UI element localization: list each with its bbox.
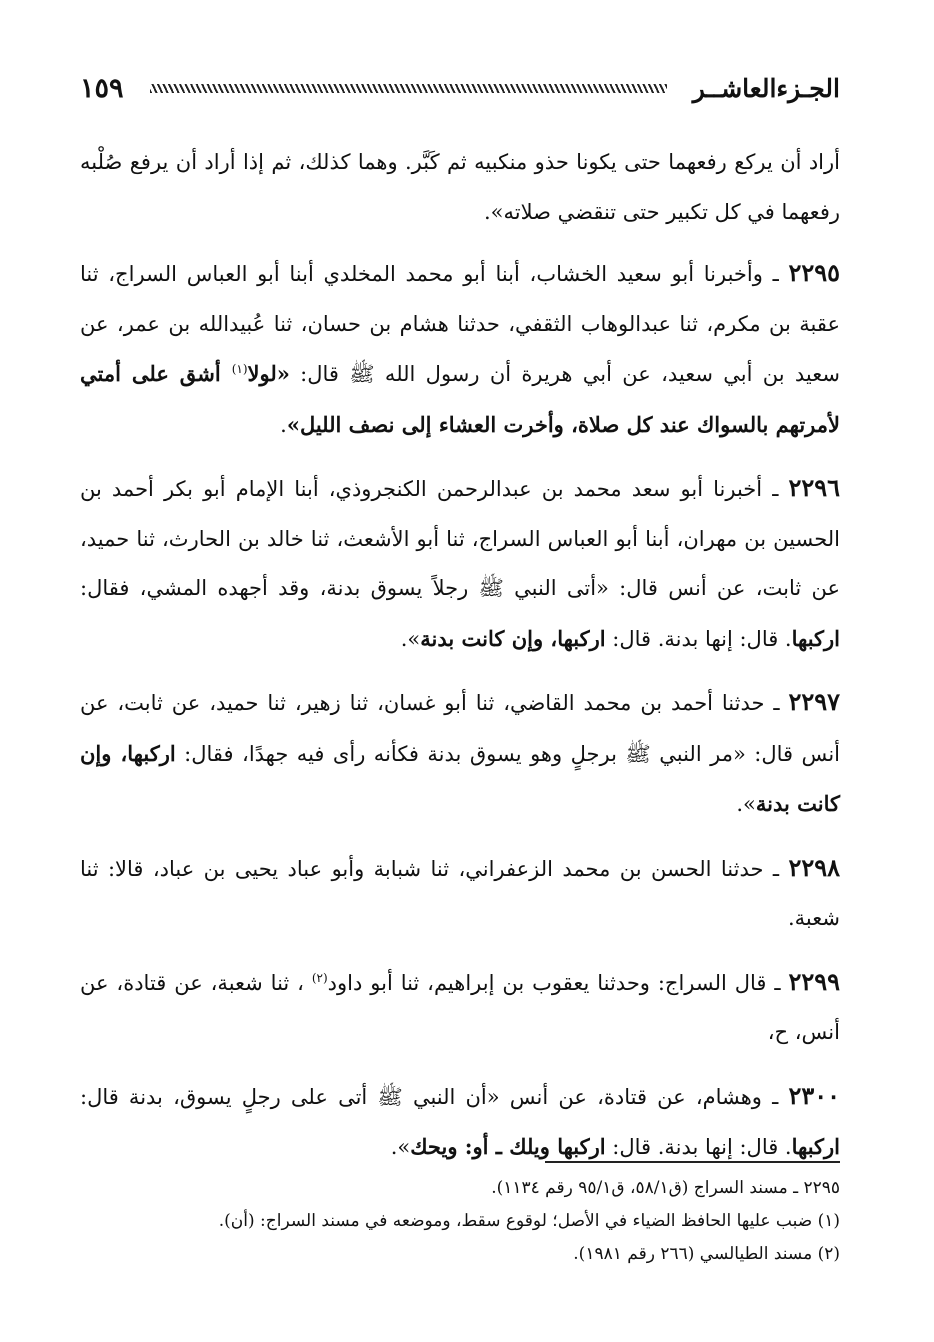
paragraph-text: ـ أخبرنا أبو سعد محمد بن عبدالرحمن الكنجروذي، أبنا الإمام أبو بكر أحمد بن الحسين بن مهران، أبنا أبو العباس السراج، ثنا أبو الأشعث، ثنا خالد بن الحارث، ثنا حميد، عن ثابت، عن أنس قال: «أتى النبي ﷺ رجلاً يسوق بدنة، وقد أجهده المشي، فقال:	[80, 477, 840, 600]
hadith-number: ٢٢٩٦	[788, 473, 840, 502]
hadith-bold-text: اركبها	[791, 1134, 840, 1159]
hadith-2300	[80, 1071, 840, 1173]
footnote-1: (١) ضبب عليها الحافظ الضياء في الأصل؛ لوقوع سقط، وموضعه في مسند السراج: (أن).	[218, 1211, 840, 1231]
paragraph-text: ـ حدثنا الحسن بن محمد الزعفراني، ثنا شبابة وأبو عباد يحيى بن عباد، قالا: ثنا شعبة.	[80, 856, 840, 930]
header-hatched-rule	[150, 84, 667, 93]
hadith-2298	[80, 843, 840, 944]
footnote-2: (٢) مسند الطيالسي (٢٦٦ رقم ١٩٨١).	[573, 1244, 840, 1264]
hadith-2299	[80, 957, 840, 1058]
paragraph-text: . قال: إنها بدنة. قال:	[605, 1135, 792, 1159]
paragraph-continuation	[80, 138, 840, 237]
paragraph-text: ـ حدثنا أحمد بن محمد القاضي، ثنا أبو غسان، ثنا زهير، ثنا حميد، عن ثابت، عن أنس قال: «مر النبي ﷺ برجلٍ وهو يسوق بدنة فكأنه رأى فيه جهدًا، فقال:	[80, 691, 841, 766]
hadith-bold-text: اركبها	[791, 625, 840, 651]
hadith-number: ٢٢٩٧	[788, 687, 840, 716]
hadith-bold-text: اركبها ويلك ـ أو: ويحك	[410, 1134, 606, 1159]
page-header	[80, 66, 840, 110]
hadith-bold-text: أشق على أمتي لأمرتهم بالسواك عند كل صلاة، وأخرت العشاء إلى نصف الليل»	[80, 361, 840, 437]
hadith-bold-text: اركبها، وإن كانت بدنة	[80, 740, 840, 816]
paragraph-text: ـ وأخبرنا أبو سعيد الخشاب، أبنا أبو محمد المخلدي أبنا أبو العباس السراج، ثنا عقبة بن مكرم، ثنا عبدالوهاب الثقفي، حدثنا هشام بن حسان، ثنا عُبيدالله بن عمر، عن سعيد بن أبي سعيد، عن أبي هريرة أن رسول الله ﷺ قال:	[80, 262, 840, 386]
hadith-number: ٢٢٩٩	[788, 966, 840, 996]
paragraph-text: ـ قال السراج: وحدثنا يعقوب بن إبراهيم، ثنا أبو داود	[327, 970, 789, 995]
paragraph-text: ».	[400, 626, 421, 651]
hadith-number: ٢٣٠٠	[788, 1080, 840, 1110]
paragraph-text: ـ وهشام، عن قتادة، عن أنس «أن النبي ﷺ أتى على رجلٍ يسوق، بدنة قال:	[80, 1084, 789, 1109]
main-text	[80, 138, 840, 1186]
volume-title: الجـزءالعاشــر	[692, 73, 840, 103]
hadith-2297	[80, 677, 840, 830]
hadith-2295	[80, 248, 840, 450]
page-number: ١٥٩	[80, 72, 124, 104]
hadith-2296	[80, 463, 840, 664]
paragraph-text: أراد أن يركع رفعهما حتى يكونا حذو منكبيه ثم كَبَّر. وهما كذلك، ثم إذا أراد أن يرفع صُلْبه رفعهما في كل تكبير حتى تنقضي صلاته».	[80, 150, 840, 224]
footnote-divider	[545, 1161, 840, 1163]
footnote-ref: (١)	[231, 362, 248, 376]
paragraph-text: .	[280, 412, 287, 437]
hadith-number: ٢٢٩٥	[788, 258, 840, 287]
footnote-source: ٢٢٩٥ ـ مسند السراج (ق٥٨/١، ق٩٥/١ رقم ١١٣٤).	[491, 1178, 840, 1198]
footnote-ref: (٢)	[311, 970, 328, 985]
paragraph-text: ».	[736, 792, 756, 816]
paragraph-text: ».	[390, 1135, 411, 1159]
hadith-bold-text: «لولا	[247, 361, 290, 386]
footnotes	[80, 1172, 840, 1271]
paragraph-text: . قال: إنها بدنة. قال:	[605, 626, 792, 651]
hadith-number: ٢٢٩٨	[788, 852, 840, 882]
hadith-bold-text: اركبها، وإن كانت بدنة	[420, 625, 606, 651]
paragraph-text: ، ثنا شعبة، عن قتادة، عن أنس، ح،	[80, 970, 840, 1044]
